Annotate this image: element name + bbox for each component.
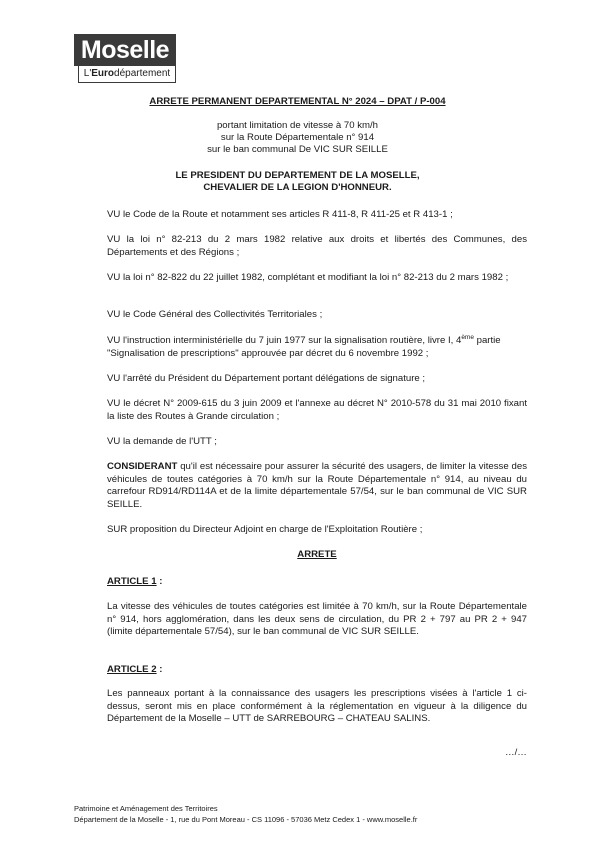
vu-demande-utt: VU la demande de l'UTT ; — [107, 436, 217, 447]
footer-address: Département de la Moselle - 1, rue du Pont Moreau - CS 11096 - 57036 Metz Cedex 1 - www.moselle.fr — [74, 815, 418, 824]
decree-title: ARRETE PERMANENT DEPARTEMENTAL N° 2024 – DPAT / P-004 — [149, 96, 446, 107]
considerant-paragraph: CONSIDERANT qu'il est nécessaire pour assurer la sécurité des usagers, de limiter la vitesse des véhicules de toutes catégories à 70 km/h sur la Route Départementale n° 914, au niveau du carrefour RD914/RD114A et de la limite départementale 57/54, sur le ban communal de VIC SUR SEILLE. — [107, 461, 527, 510]
moselle-logo — [74, 34, 176, 84]
president-line-2: CHEVALIER DE LA LEGION D'HONNEUR. — [203, 182, 392, 193]
vu-loi-82-822: VU la loi n° 82-822 du 22 juillet 1982, complétant et modifiant la loi n° 82-213 du 2 mars 1982 ; — [107, 272, 509, 283]
article-2-title: ARTICLE 2 : — [107, 664, 163, 675]
vu-instruction: VU l'instruction interministérielle du 7 juin 1977 sur la signalisation routière, livre I, 4ème partie "Signalisation de prescriptions" approuvée par décret du 6 novembre 1992 ; — [107, 333, 501, 359]
arrete-heading: ARRETE — [297, 549, 337, 560]
sur-proposition: SUR proposition du Directeur Adjoint en charge de l'Exploitation Routière ; — [107, 524, 423, 535]
decree-subtitle-1: portant limitation de vitesse à 70 km/h — [216, 120, 379, 131]
article-2-text: Les panneaux portant à la connaissance des usagers les prescriptions visées à l'article 1 ci-dessus, seront mis en place conformément à la réglementation en vigueur à la diligence du Département de la Moselle – UTT de SARREBOURG – CHATEAU SALINS. — [107, 688, 527, 724]
decree-subtitle-2: sur la Route Départementale n° 914 — [220, 132, 375, 143]
logo-name: Moselle — [74, 34, 176, 66]
vu-cgct: VU le Code Général des Collectivités Territoriales ; — [107, 309, 323, 320]
article-1-text: La vitesse des véhicules de toutes catégories est limitée à 70 km/h, sur la Route Départementale n° 914, hors agglomération, dans les deux sens de circulation, du PR 2 + 797 au PR 2 + 947 (limite départementale 57/54), sur le ban communal de VIC SUR SEILLE. — [107, 601, 527, 637]
continuation-mark: …/… — [505, 747, 527, 758]
vu-arrete-delegation: VU l'arrêté du Président du Département portant délégations de signature ; — [107, 373, 426, 384]
vu-loi-82-213: VU la loi n° 82-213 du 2 mars 1982 relative aux droits et libertés des Communes, des Départements et des Régions ; — [107, 234, 527, 258]
vu-code-route: VU le Code de la Route et notamment ses articles R 411-8, R 411-25 et R 413-1 ; — [107, 209, 453, 220]
article-1-title: ARTICLE 1 : — [107, 576, 163, 587]
vu-decret-2009: VU le décret N° 2009-615 du 3 juin 2009 et l'annexe au décret N° 2010-578 du 31 mai 2010 fixant la liste des Routes à Grande circulation ; — [107, 398, 527, 422]
decree-subtitle-3: sur le ban communal De VIC SUR SEILLE — [207, 144, 388, 155]
logo-tagline: L'Eurodépartement — [78, 65, 176, 83]
president-line-1: LE PRESIDENT DU DEPARTEMENT DE LA MOSELLE, — [175, 170, 420, 181]
footer-service: Patrimoine et Aménagement des Territoires — [74, 804, 218, 813]
